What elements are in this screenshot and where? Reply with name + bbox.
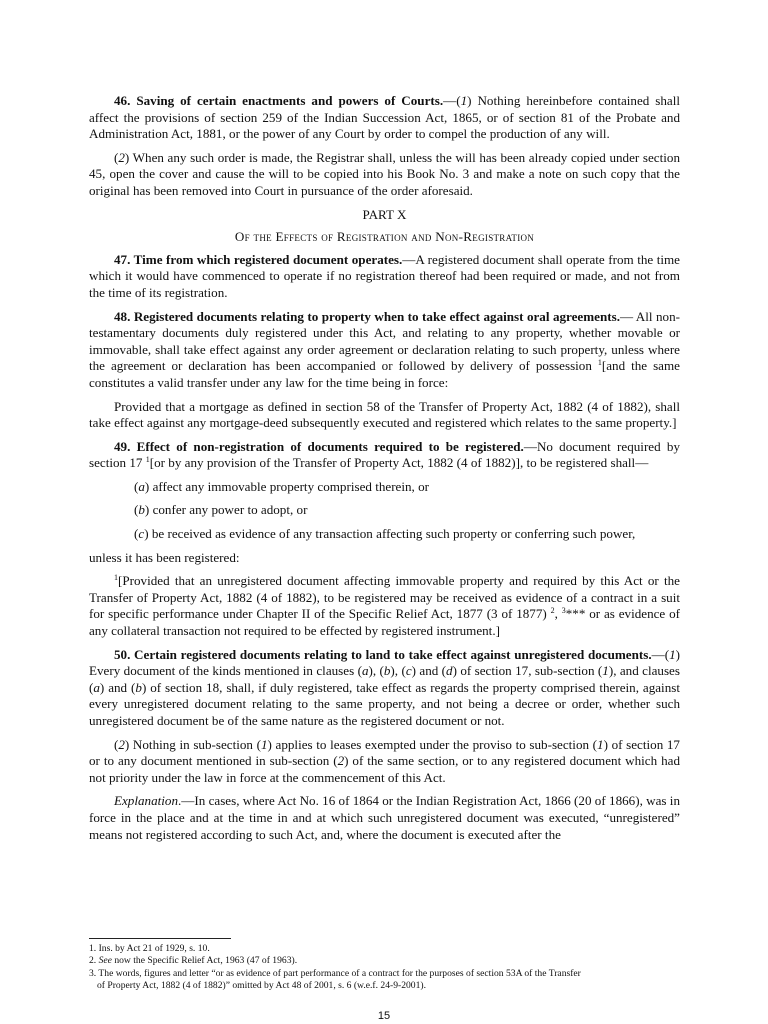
footnote-1: 1. Ins. by Act 21 of 1929, s. 10. bbox=[89, 943, 210, 954]
section-49-proviso: $^1$[Provided that an unregistered document affecting immovable property and required by this Act or the Transfer of Property Act, 1882 (4 of 1882), to be registered may be received as evidence of a contract in a suit for specific performance under Chapter II of the Specific Relief Act, 1877 (3 of 1877) $^2$, $^3$*** or as evidence of any collateral transaction not required to be effected by registered instrument.] bbox=[89, 573, 680, 639]
section-50-para-2: (2) Nothing in sub-section (1) applies to leases exempted under the proviso to sub-section (1) of section 17 or to any document mentioned in sub-section (2) of the same section, or to any registered document which had not priority under the law in force at the commencement of this Act. bbox=[89, 736, 680, 785]
section-46-heading: 46. Saving of certain enactments and powers of Courts. bbox=[114, 93, 444, 108]
section-47-heading: 47. Time from which registered document operates. bbox=[114, 251, 403, 267]
part-subtitle: Of the Effects of Registration and Non-Registration bbox=[234, 229, 535, 245]
section-49-heading: 49. Effect of non-registration of documents required to be registered. bbox=[114, 438, 524, 454]
section-49-item-b: (b) confer any power to adopt, or bbox=[134, 502, 308, 518]
section-49-tail: unless it has been registered: bbox=[89, 549, 240, 565]
section-48: 48. Registered documents relating to property when to take effect against oral agreements.— All non-testamentary documents duly registered under this Act, and relating to any property, whether movable or immovable, shall take effect against any order agreement or declaration relating to such property, unless where the agreement or declaration has been accompanied or followed by delivery of possession $^1$[and the same constitutes a valid transfer under any law for the time being in force: bbox=[89, 308, 681, 390]
section-48-proviso: Provided that a mortgage as defined in section 58 of the Transfer of Property Act, 1882 (4 of 1882), shall take effect against any mortgage-deed subsequently executed and registered which relates to the same property.] bbox=[89, 398, 680, 431]
section-49: 49. Effect of non-registration of documents required to be registered.—No document required by section 17 $^1$[or by any provision of the Transfer of Property Act, 1882 (4 of 1882)], to be registered shall— bbox=[89, 438, 680, 471]
footnote-ref: 1 bbox=[114, 573, 118, 583]
footnote-ref: 3 bbox=[561, 606, 566, 616]
section-50: 50. Certain registered documents relating to land to take effect against unregistered documents.—(1) Every document of the kinds mentioned in clauses (a), (b), (c) and (d) of section 17, sub-section (1), and clauses (a) and (b) of section 18, shall, if duly registered, take effect as regards the property comprised therein, against every unregistered document relating to the same property, and not being a decree or order, whether such unregistered document be of the same nature as the registered document or not. bbox=[89, 646, 680, 728]
section-48-heading: 48. Registered documents relating to property when to take effect against oral agreements. bbox=[114, 308, 620, 324]
footnote-ref: 1 bbox=[145, 455, 150, 465]
part-title: PART X bbox=[362, 206, 407, 222]
section-47: 47. Time from which registered document operates.—A registered document shall operate from the time which it would have commenced to operate if no registration thereof had been required or made, and not from the time of its registration. bbox=[89, 251, 680, 300]
footnote-3-continued: of Property Act, 1882 (4 of 1882)” omitted by Act 48 of 2001, s. 6 (w.e.f. 24-9-2001). bbox=[97, 979, 426, 991]
footnotes bbox=[89, 943, 689, 992]
section-50-explanation: Explanation.—In cases, where Act No. 16 of 1864 or the Indian Registration Act, 1866 (20 of 1866), was in force in the place and at the time in and at which such unregistered document was executed, “unregistered” means not registered according to such Act, and, where the document is executed after the bbox=[89, 793, 680, 842]
section-50-heading: 50. Certain registered documents relating to land to take effect against unregistered documents. bbox=[114, 646, 652, 662]
footnote-ref: 2 bbox=[550, 606, 555, 616]
footnote-3: 3. The words, figures and letter “or as evidence of part performance of a contract for the purposes of section 53A of the Transfer bbox=[89, 967, 581, 979]
footnote-divider bbox=[89, 938, 231, 939]
page-number: 15 bbox=[377, 1010, 391, 1022]
section-49-item-c: (c) be received as evidence of any transaction affecting such property or conferring such power, bbox=[134, 526, 636, 542]
section-46-para-2: (2) When any such order is made, the Registrar shall, unless the will has been already copied under section 45, open the cover and cause the will to be copied into his Book No. 3 and make a note on such copy that the original has been removed into Court in pursuance of the order aforesaid. bbox=[89, 149, 680, 198]
footnote-2: 2. See now the Specific Relief Act, 1963 (47 of 1963). bbox=[89, 955, 298, 967]
section-49-item-a: (a) affect any immovable property comprised therein, or bbox=[134, 478, 430, 494]
body-text bbox=[89, 93, 680, 850]
footnote-ref: 1 bbox=[597, 358, 602, 368]
section-46-para-1: 46. Saving of certain enactments and powers of Courts.—(1) Nothing hereinbefore contained shall affect the provisions of section 259 of the Indian Succession Act, 1865, or of section 81 of the Probate and Administration Act, 1881, or the power of any Court by order to compel the production of any will. bbox=[89, 93, 681, 142]
